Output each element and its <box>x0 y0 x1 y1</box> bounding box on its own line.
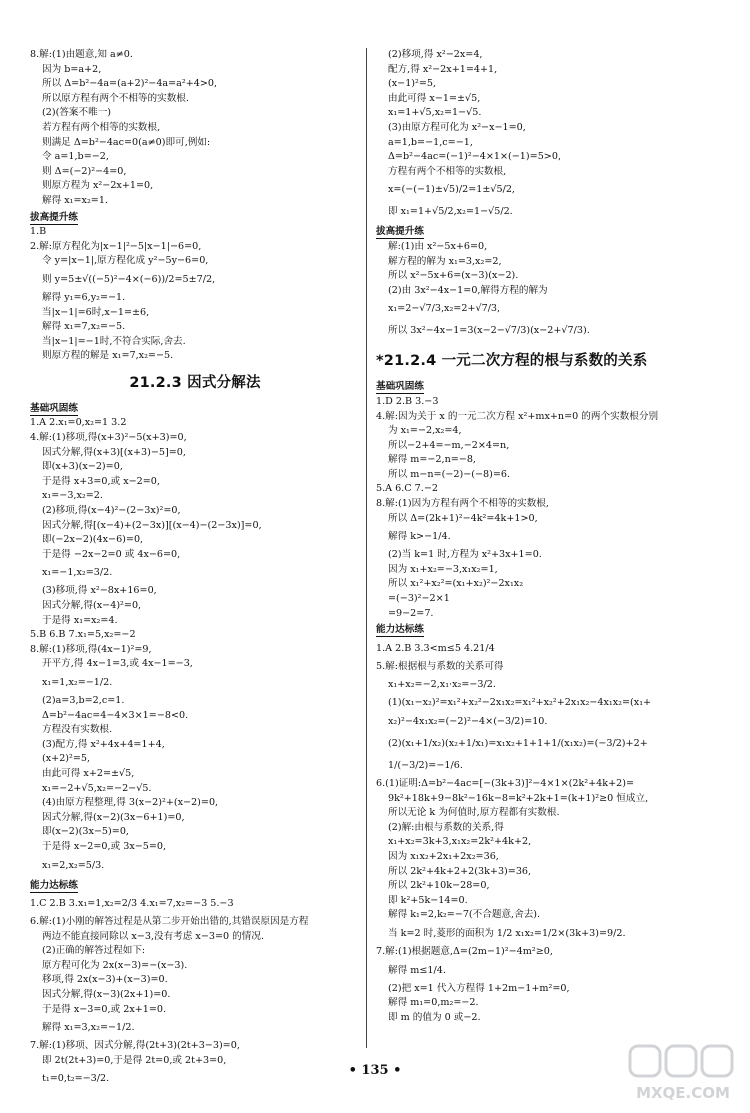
answer-line: 原方程可化为 2x(x−3)=−(x−3). <box>42 959 188 971</box>
watermark-icon <box>628 1040 738 1108</box>
answer-line: 5.B 6.B 7.x₁=5,x₂=−2 <box>30 629 136 641</box>
answer-line: 则原方程为 x²−2x+1=0, <box>42 180 154 192</box>
answer-line: =(−3)²−2×1 <box>388 593 450 605</box>
answer-line: =9−2=7. <box>388 607 434 619</box>
answer-line: 1.A 2.B 3.3<m≤5 4.21/4 <box>376 642 495 654</box>
svg-text:MXQE.COM: MXQE.COM <box>636 1084 730 1102</box>
answer-line: 8.解:(1)移项,得(4x−1)²=9, <box>30 643 152 655</box>
answer-line: (x+2)²=5, <box>42 753 91 765</box>
answer-line: t₁=0,t₂=−3/2. <box>42 1073 110 1085</box>
section-title: *21.2.4 一元二次方程的根与系数的关系 <box>376 353 648 370</box>
answer-line: 所以 Δ=b²−4a=(a+2)²−4a=a²+4>0, <box>42 78 218 90</box>
answer-line: 1.A 2.x₁=0,x₂=1 3.2 <box>30 417 127 429</box>
answer-line: 即(x−2)(3x−5)=0, <box>42 826 129 838</box>
answer-line: x₁=2,x₂=5/3. <box>42 859 105 871</box>
answer-line: 1.C 2.B 3.x₁=1,x₂=2/3 4.x₁=7,x₂=−3 5.−3 <box>30 898 234 910</box>
answer-line: 当|x−1|=−1时,不符合实际,舍去. <box>42 335 186 347</box>
answer-line: 7.解:(1)移项、因式分解,得(2t+3)(2t+3−3)=0, <box>30 1040 240 1052</box>
answer-line: 解:(1)由 x²−5x+6=0, <box>388 240 488 252</box>
subsection-heading-wrap <box>30 209 360 226</box>
answer-line: 则满足 Δ=b²−4ac=0(a≠0)即可,例如: <box>42 136 211 148</box>
answer-line: x₁=2−√7/3,x₂=2+√7/3, <box>388 303 501 315</box>
subsection-heading-wrap <box>376 223 722 240</box>
answer-line: 所以−2+4=−m,−2×4=n, <box>388 439 510 451</box>
answer-line: (2)由 3x²−4x−1=0,解得方程的解为 <box>388 284 548 296</box>
answer-line: (2)(答案不唯一) <box>42 107 112 119</box>
page-number: • 135 • <box>348 1063 402 1078</box>
answer-line: 为 x₁=−2,x₂=4, <box>388 425 462 437</box>
answer-line: 当 k=2 时,菱形的面积为 1/2 x₁x₂=1/2×(3k+3)=9/2. <box>388 927 626 939</box>
answer-line: 即 2t(2t+3)=0,于是得 2t=0,或 2t+3=0, <box>42 1054 227 1066</box>
answer-line: a=1,b=−1,c=−1, <box>388 136 473 148</box>
answer-line: 解得 x₁=7,x₂=−5. <box>42 321 126 333</box>
answer-line: (2)移项,得 x²−2x=4, <box>388 49 483 60</box>
answer-line: (2)当 k=1 时,方程为 x²+3x+1=0. <box>388 549 542 561</box>
answer-line: 6.解:(1)小刚的解答过程是从第二步开始出错的,其错误原因是方程 <box>30 916 309 928</box>
answer-line: x₁=1+√5,x₂=1−√5. <box>388 107 482 119</box>
answer-line: 解得 k>−1/4. <box>388 531 451 543</box>
answer-line: 所以无论 k 为何值时,原方程都有实数根. <box>388 807 560 819</box>
answer-line: 两边不能直接同除以 x−3,没有考虑 x−3=0 的情况. <box>42 930 264 942</box>
answer-line: 1/(−3/2)=−1/6. <box>388 760 463 771</box>
answer-line: 6.(1)证明:Δ=b²−4ac=[−(3k+3)]²−4×1×(2k²+4k+2)= <box>376 778 635 789</box>
answer-line: x₁=−3,x₂=2. <box>42 490 103 502</box>
answer-line: 令 y=|x−1|,原方程化成 y²−5y−6=0, <box>42 255 209 267</box>
answer-line: 因式分解,得(x+3)[(x+3)−5]=0, <box>42 446 186 458</box>
answer-line: 则 y=5±√((−5)²−4×(−6))/2=5±7/2, <box>42 273 216 285</box>
answer-line: 4.解:(1)移项,得(x+3)²−5(x+3)=0, <box>30 432 187 444</box>
right-column <box>376 48 722 1025</box>
answer-line: x₁=−1,x₂=3/2. <box>42 567 113 579</box>
answer-line: 1.D 2.B 3.−3 <box>376 395 439 407</box>
answer-line: (2)正确的解答过程如下: <box>42 945 146 957</box>
answer-line: (3)由原方程可化为 x²−x−1=0, <box>388 121 526 133</box>
answer-line: 8.解:(1)由题意,知 a≠0. <box>30 49 133 60</box>
answer-line: 令 a=1,b=−2, <box>42 151 109 163</box>
answer-line: 所以 x₁²+x₂²=(x₁+x₂)²−2x₁x₂ <box>388 578 524 590</box>
answer-line: 开平方,得 4x−1=3,或 4x−1=−3, <box>42 658 193 670</box>
answer-line: (2)移项,得(x−4)²−(2−3x)²=0, <box>42 505 181 517</box>
answer-line: 于是得 −2x−2=0 或 4x−6=0, <box>42 548 181 560</box>
answer-line: 解得 x₁=x₂=1. <box>42 194 108 206</box>
answer-line: 因式分解,得(x−2)(3x−6+1)=0, <box>42 811 185 823</box>
answer-line: x₁=−2+√5,x₂=−2−√5. <box>42 782 152 794</box>
answer-line: 因为 x₁+x₂=−3,x₁x₂=1, <box>388 563 498 575</box>
answer-line: (2)a=3,b=2,c=1. <box>42 694 125 706</box>
answer-line: x=(−(−1)±√5)/2=1±√5/2, <box>388 184 515 196</box>
answer-line: 配方,得 x²−2x+1=4+1, <box>388 63 498 75</box>
answer-line: 1.B <box>30 226 47 238</box>
left-column <box>30 48 360 1090</box>
answer-line: 因式分解,得[(x−4)+(2−3x)][(x−4)−(2−3x)]=0, <box>42 519 262 531</box>
answer-line: 所以 3x²−4x−1=3(x−2−√7/3)(x−2+√7/3). <box>388 325 590 337</box>
answer-line: (1)(x₁−x₂)²=x₁²+x₂²−2x₁x₂=x₁²+x₂²+2x₁x₂−4x₁x₂=(x₁+ <box>388 697 652 709</box>
answer-line: 则原方程的解是 x₁=7,x₂=−5. <box>42 350 174 362</box>
answer-line: 所以原方程有两个不相等的实数根. <box>42 92 189 104</box>
answer-line: 当|x−1|=6时,x−1=±6, <box>42 306 150 318</box>
answer-line: 于是得 x₁=x₂=4. <box>42 614 118 626</box>
answer-line: 解得 m=−2,n=−8, <box>388 454 476 466</box>
column-divider <box>366 48 367 1048</box>
answer-line: 5.解:根据根与系数的关系可得 <box>376 660 504 672</box>
answer-line: (2)(x₁+1/x₂)(x₂+1/x₁)=x₁x₂+1+1+1/(x₁x₂)=(−3/2)+2+ <box>388 738 648 749</box>
subsection-heading: 能力达标练 <box>376 624 424 636</box>
subsection-heading: 基础巩固练 <box>376 381 424 393</box>
answer-line: 方程有两个不相等的实数根, <box>388 165 507 177</box>
answer-line: (3)配方,得 x²+4x+4=1+4, <box>42 738 165 750</box>
answer-line: 于是得 x−2=0,或 3x−5=0, <box>42 840 167 852</box>
answer-line: x₁+x₂=3k+3,x₁x₂=2k²+4k+2, <box>388 836 532 848</box>
answer-line: 因为 b=a+2, <box>42 63 102 75</box>
answer-line: 9k²+18k+9−8k²−16k−8=k²+2k+1=(k+1)²≥0 恒成立, <box>388 792 649 804</box>
answer-line: 若方程有两个相等的实数根, <box>42 121 161 133</box>
answer-line: 解得 y₁=6,y₂=−1. <box>42 291 126 303</box>
answer-line: 因为 x₁x₂+2x₁+2x₂=36, <box>388 850 499 862</box>
subsection-heading: 能力达标练 <box>30 879 78 891</box>
answer-line: 所以 x²−5x+6=(x−3)(x−2). <box>388 270 519 282</box>
answer-line: 5.A 6.C 7.−2 <box>376 483 438 495</box>
answer-line: 即 m 的值为 0 或−2. <box>388 1011 481 1023</box>
subsection-heading: 拔高提升练 <box>30 211 78 223</box>
answer-line: 即(−2x−2)(4x−6)=0, <box>42 534 144 546</box>
answer-line: 于是得 x−3=0,或 2x+1=0. <box>42 1003 167 1015</box>
answer-line: 解得 k₁=2,k₂=−7(不合题意,舍去). <box>388 909 541 921</box>
answer-line: 由此可得 x−1=±√5, <box>388 92 481 104</box>
answer-line: 解得 m₁=0,m₂=−2. <box>388 997 479 1009</box>
answer-line: 所以 2k²+4k+2+2(3k+3)=36, <box>388 865 532 877</box>
subsection-heading-wrap <box>30 877 360 894</box>
answer-line: 即 x₁=1+√5/2,x₂=1−√5/2. <box>388 206 513 218</box>
answer-line: 解得 m≤1/4. <box>388 964 446 976</box>
answer-line: 则 Δ=(−2)²−4=0, <box>42 165 127 177</box>
watermark-logo <box>628 1040 738 1108</box>
subsection-heading-wrap <box>30 400 360 417</box>
section-title: 21.2.3 因式分解法 <box>129 374 261 391</box>
answer-line: 由此可得 x+2=±√5, <box>42 767 135 779</box>
answer-line: (2)解:由根与系数的关系,得 <box>388 821 504 833</box>
answer-line: (2)把 x=1 代入方程得 1+2m−1+m²=0, <box>388 982 570 994</box>
answer-line: (x−1)²=5, <box>388 78 437 90</box>
answer-line: 因式分解,得(x−4)²=0, <box>42 600 142 611</box>
answer-line: 解方程的解为 x₁=3,x₂=2, <box>388 255 502 267</box>
answer-line: 因式分解,得(x−3)(2x+1)=0. <box>42 989 171 1001</box>
answer-line: 方程没有实数根. <box>42 724 113 736</box>
answer-line: 解得 x₁=3,x₂=−1/2. <box>42 1022 135 1034</box>
answer-line: 于是得 x+3=0,或 x−2=0, <box>42 475 160 487</box>
subsection-heading: 拔高提升练 <box>376 226 424 238</box>
answer-line: x₁=1,x₂=−1/2. <box>42 676 113 688</box>
answer-line: 所以 2k²+10k−28=0, <box>388 880 490 892</box>
answer-line: 2.解:原方程化为|x−1|²−5|x−1|−6=0, <box>30 240 202 252</box>
answer-line: x₁+x₂=−2,x₁·x₂=−3/2. <box>388 679 496 691</box>
answer-line: 8.解:(1)因为方程有两个不相等的实数根, <box>376 498 549 510</box>
answer-line: 所以 m−n=(−2)−(−8)=6. <box>388 468 511 480</box>
answer-line: x₂)²−4x₁x₂=(−2)²−4×(−3/2)=10. <box>388 716 548 727</box>
subsection-heading-wrap <box>376 378 722 395</box>
answer-line: Δ=b²−4ac=4−4×3×1=−8<0. <box>42 709 189 721</box>
answer-line: (3)移项,得 x²−8x+16=0, <box>42 585 157 597</box>
answer-line: 4.解:因为关于 x 的一元二次方程 x²+mx+n=0 的两个实数根分别 <box>376 410 659 422</box>
answer-line: (4)由原方程整理,得 3(x−2)²+(x−2)=0, <box>42 797 219 809</box>
answer-line: 即 k²+5k−14=0. <box>388 894 468 906</box>
answer-line: 移项,得 2x(x−3)+(x−3)=0. <box>42 974 168 986</box>
answer-line: 7.解:(1)根据题意,Δ=(2m−1)²−4m²≥0, <box>376 945 553 957</box>
answer-line: 即(x+3)(x−2)=0, <box>42 461 123 473</box>
subsection-heading-wrap <box>376 621 722 638</box>
subsection-heading: 基础巩固练 <box>30 402 78 414</box>
answer-line: Δ=b²−4ac=(−1)²−4×1×(−1)=5>0, <box>388 151 561 163</box>
answer-line: 所以 Δ=(2k+1)²−4k²=4k+1>0, <box>388 512 538 524</box>
